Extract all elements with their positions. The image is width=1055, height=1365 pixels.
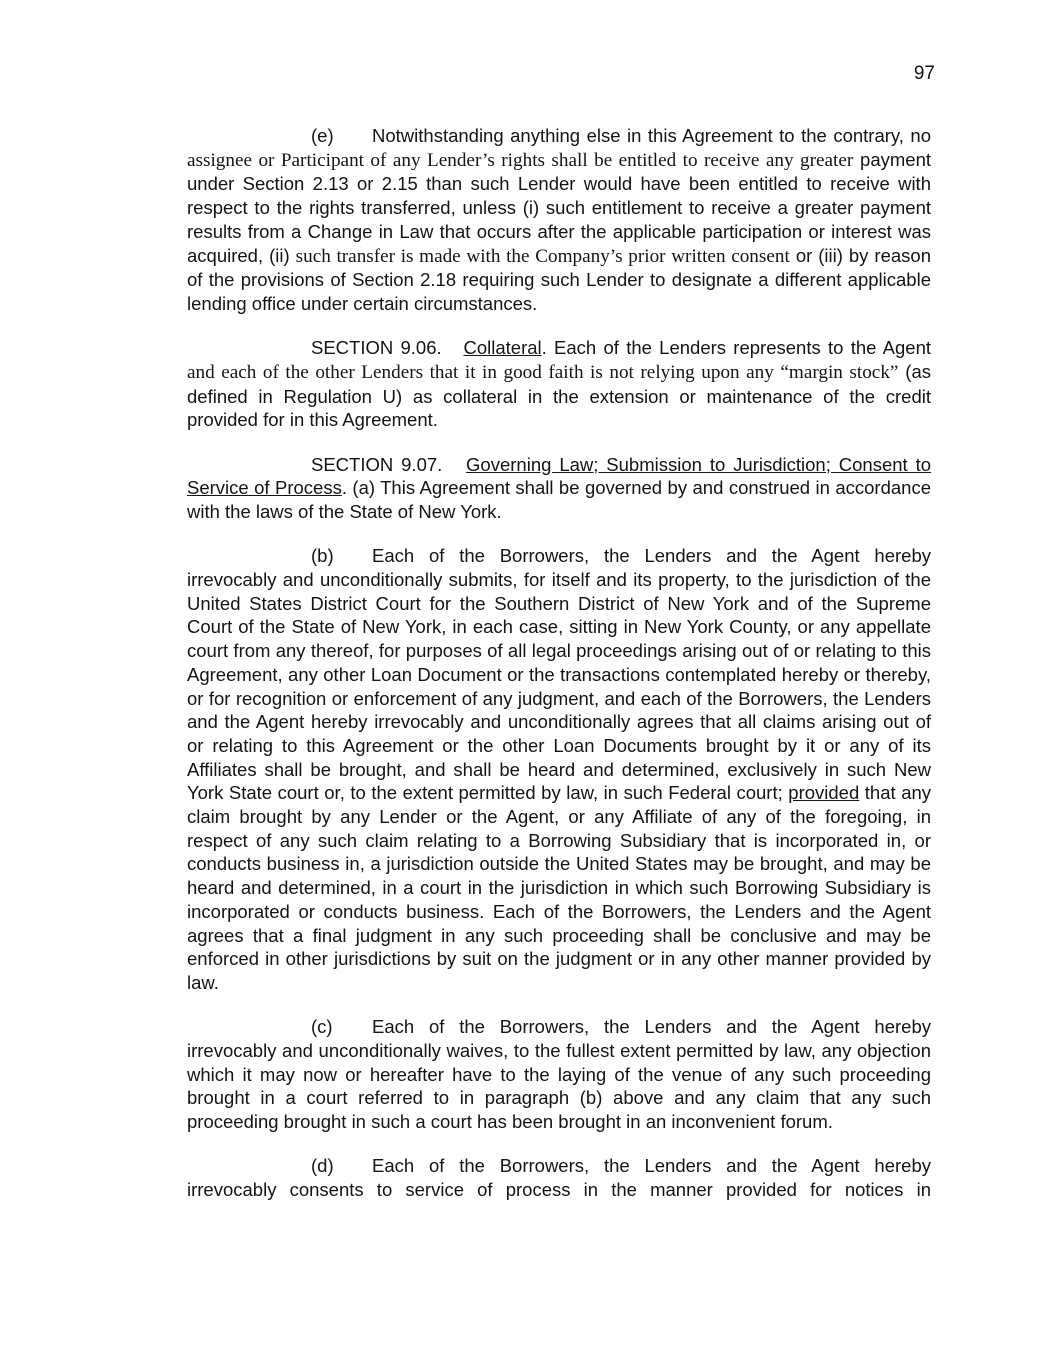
page-number: 97 — [913, 63, 935, 84]
section-title: Collateral — [463, 337, 542, 359]
paragraph-marker: (c) — [311, 1016, 333, 1038]
paragraph-text: . Each of the Lenders represents to the Agent — [541, 337, 932, 359]
paragraph-text: Each of the Borrowers, the Lenders and the Agent hereby irrevocably and unconditionally waives, to the fullest extent permitted by law, any objection which it may now or hereafter have to the laying of the venue of any such proceeding brought in a court referred to in paragraph (b) above and any claim that any such proceeding brought in such a court has been brought in an inconvenient forum. — [187, 1016, 931, 1133]
provided-term: provided — [788, 782, 860, 804]
section-heading: SECTION 9.06. — [311, 337, 442, 359]
section-title: Governing Law; Submission to Jurisdiction; Consent to Service of Process — [187, 453, 932, 499]
section-9-06 — [187, 336, 931, 432]
paragraph-text: and each of the other Lenders that it in good faith is not relying upon any “margin stock” — [187, 361, 899, 383]
paragraph-marker: (b) — [311, 545, 334, 567]
section-9-07 — [187, 453, 931, 524]
document-body — [187, 124, 931, 1222]
paragraph-b — [187, 544, 931, 994]
paragraph-text: such transfer is made with the Company’s prior written consent — [295, 245, 790, 267]
paragraph-text: Each of the Borrowers, the Lenders and the Agent hereby irrevocably consents to service of process in the manner provided for notices in — [187, 1155, 931, 1201]
paragraph-text: payment under Section 2.13 or 2.15 than such Lender would have been entitled to receive with respect to the rights transferred, unless (i) such entitlement to receive a greater payment results from a Change in Law that occurs after the applicable participation or interest was acquired, (ii) — [187, 148, 932, 266]
paragraph-d — [187, 1154, 931, 1201]
paragraph-e — [187, 124, 931, 316]
paragraph-marker: (d) — [311, 1155, 334, 1177]
paragraph-text: or (iii) by reason of the provisions of Section 2.18 requiring such Lender to designate a different applicable lending office under certain circumstances. — [187, 244, 931, 314]
paragraph-text: assignee or Participant of any Lender’s rights shall be entitled to receive any greater — [187, 149, 854, 171]
paragraph-text: (as defined in Regulation U) as collateral in the extension or maintenance of the credit provided for in this Agreement. — [187, 360, 931, 431]
paragraph-marker: (e) — [311, 125, 334, 146]
paragraph-text: Each of the Borrowers, the Lenders and the Agent hereby irrevocably and unconditionally submits, for itself and its property, to the jurisdiction of the United States District Court for the Southern District of New York and of the Supreme Court of the State of New York, in each case, sitting in New York County, or any appellate court from any thereof, for purposes of all legal proceedings arising out of or relating to this Agreement, any other Loan Document or the transactions contemplated hereby or thereby, or for recognition or enforcement of any judgment, and each of the Borrowers, the Lenders and the Agent hereby irrevocably and unconditionally agrees that all claims arising out of or relating to this Agreement or the other Loan Documents brought by it or any of its Affiliates shall be brought, and shall be heard and determined, exclusively in such New York State court or, to the extent permitted by law, in such Federal court; — [187, 545, 931, 804]
paragraph-text: Notwithstanding anything else in this Agreement to the contrary, no — [372, 125, 931, 146]
paragraph-text: . (a) This Agreement shall be governed by and construed in accordance with the laws of the State of New York. — [187, 477, 931, 523]
paragraph-text: that any claim brought by any Lender or the Agent, or any Affiliate of any of the foregoing, in respect of any such claim relating to a Borrowing Subsidiary that is incorporated in, or conducts business in, a jurisdiction outside the United States may be brought, and may be heard and determined, in a court in the jurisdiction in which such Borrowing Subsidiary is incorporated or conducts business. Each of the Borrowers, the Lenders and the Agent agrees that a final judgment in any such proceeding shall be conclusive and may be enforced in other jurisdictions by suit on the judgment or in any other manner provided by law. — [187, 782, 932, 993]
paragraph-c — [187, 1015, 931, 1134]
section-heading: SECTION 9.07. — [311, 453, 443, 475]
